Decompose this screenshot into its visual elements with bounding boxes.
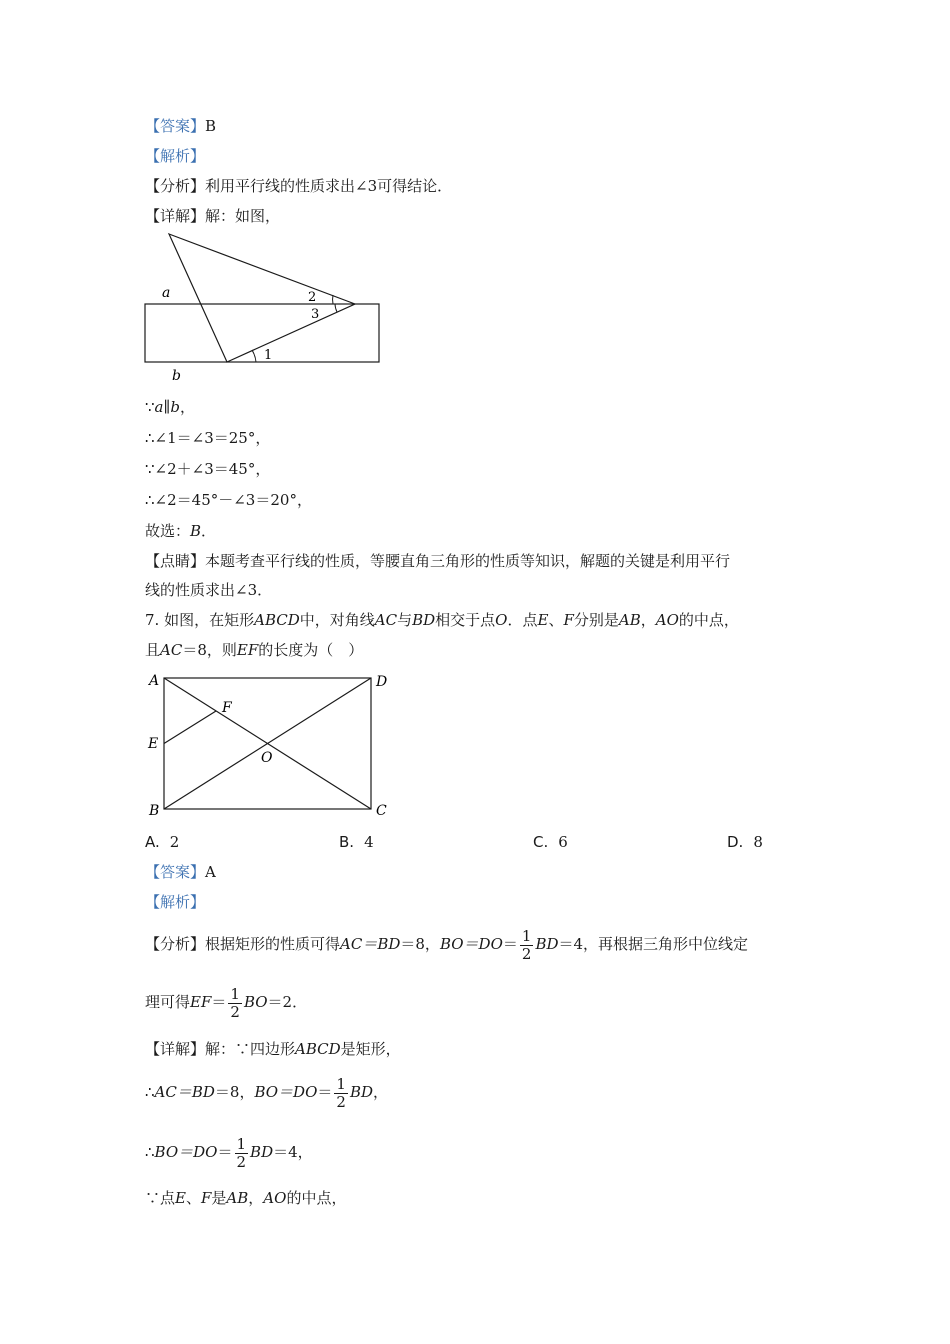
fraction-numerator: 1 — [521, 926, 532, 945]
stem-text: 、 — [548, 611, 564, 629]
option-value: 6 — [558, 833, 568, 851]
fraction-numerator: 1 — [336, 1074, 346, 1093]
q6-choose-line — [145, 521, 216, 541]
option-c[interactable] — [533, 832, 568, 852]
choose-value: B — [190, 522, 202, 540]
label-C: C — [376, 803, 387, 819]
stem-text: 相交于点 — [435, 611, 496, 629]
label-2: 2 — [308, 290, 317, 305]
fraction-half — [228, 986, 242, 1021]
q7-step2 — [145, 1132, 313, 1172]
stem-math: AB — [618, 611, 641, 629]
angle-arc-1 — [252, 350, 256, 362]
q7-answer-line — [145, 862, 216, 882]
label-F: F — [222, 700, 232, 716]
stem-math: AO — [655, 611, 679, 629]
period: ． — [201, 522, 217, 540]
step-text: 、 — [185, 1189, 201, 1207]
xiangjie-label: 【详解】 — [145, 1040, 206, 1058]
q6-dianjing-line2: 线的性质求出∠3． — [145, 581, 273, 599]
parallel-expr: a∥b — [154, 398, 181, 416]
fraction-half — [235, 1136, 249, 1171]
q6-step4: ∴∠2＝45°－∠3＝20°， — [145, 491, 312, 509]
q6-step3: ∵∠2＋∠3＝45°， — [145, 460, 271, 478]
stem-text: 如图，在矩形 — [164, 611, 255, 629]
fraction-denominator: 2 — [230, 1002, 240, 1021]
because-symbol: ∵ — [145, 398, 155, 416]
xiangjie-text: 解：如图， — [205, 207, 281, 225]
stem-text: 中，对角线 — [299, 611, 375, 629]
stem-text: ， — [640, 611, 656, 629]
fenxi-math: BD — [535, 935, 559, 953]
q6-figure — [140, 228, 390, 388]
answer-value: A — [205, 863, 216, 881]
dianjing-label: 【点睛】 — [145, 552, 206, 570]
step-text: ＝4， — [273, 1143, 313, 1161]
triangle — [169, 234, 355, 362]
step-math: AC＝BD — [154, 1083, 215, 1101]
fraction-denominator: 2 — [236, 1152, 247, 1171]
fraction-denominator: 2 — [336, 1092, 346, 1111]
parallel-band — [145, 304, 379, 362]
step-math: E — [175, 1189, 186, 1207]
q6-step2: ∴∠1＝∠3＝25°， — [145, 429, 271, 447]
equals: ＝ — [502, 935, 518, 953]
stem-text: 与 — [397, 611, 413, 629]
step-math: BO＝DO — [154, 1143, 218, 1161]
stem-text: 分别是 — [573, 611, 619, 629]
equals: ＝ — [317, 1083, 333, 1101]
stem-math: AC — [160, 641, 183, 659]
stem-math: ABCD — [254, 611, 300, 629]
stem-text: 的中点， — [678, 611, 739, 629]
analysis-label: 【解析】 — [145, 893, 206, 911]
step-text: 是 — [211, 1189, 227, 1207]
stem-math: EF — [236, 641, 259, 659]
fenxi-text: ＝8， — [400, 935, 440, 953]
xiangjie-label: 【详解】 — [145, 207, 206, 225]
angle-arc-3 — [335, 304, 337, 312]
label-3: 3 — [311, 307, 320, 322]
option-letter: D. — [727, 833, 744, 851]
question-number: 7. — [145, 611, 160, 629]
fenxi-text: ＝2． — [267, 993, 308, 1011]
q7-step1 — [145, 1072, 388, 1112]
q7-step3 — [145, 1188, 346, 1208]
step-math: AB — [226, 1189, 249, 1207]
label-B: B — [149, 803, 160, 819]
label-O: O — [261, 750, 273, 766]
step-math: BO＝DO — [254, 1083, 318, 1101]
stem-text: 且 — [145, 641, 161, 659]
option-d[interactable] — [727, 832, 763, 852]
fraction-numerator: 1 — [230, 984, 240, 1003]
fraction-half — [334, 1076, 348, 1111]
fenxi-label: 【分析】 — [145, 935, 206, 953]
analysis-label: 【解析】 — [145, 147, 206, 165]
stem-text: ．点 — [507, 611, 538, 629]
dianjing-text1: 本题考查平行线的性质，等腰直角三角形的性质等知识，解题的关键是利用平行 — [205, 552, 731, 570]
label-A: A — [149, 673, 160, 689]
fenxi-math: EF — [190, 993, 212, 1011]
equals: ＝ — [217, 1143, 233, 1161]
step-math: BD — [349, 1083, 374, 1101]
q6-dianjing-line1 — [145, 551, 730, 571]
q7-xiangjie-line — [145, 1039, 401, 1059]
option-letter: C. — [533, 833, 549, 851]
q6-fenxi-line — [145, 176, 452, 196]
fenxi-math: BO＝DO — [439, 935, 503, 953]
label-D: D — [376, 674, 388, 690]
q6-analysis-line — [145, 146, 205, 166]
stem-math: BD — [412, 611, 436, 629]
label-b: b — [172, 368, 181, 384]
q7-analysis-line — [145, 892, 205, 912]
fenxi-text: 理可得 — [145, 993, 191, 1011]
stem-math: O — [495, 611, 508, 629]
q6-answer-line — [145, 116, 216, 136]
fenxi-math: AC＝BD — [340, 935, 401, 953]
fenxi-text: 根据矩形的性质可得 — [205, 935, 341, 953]
stem-math: E — [537, 611, 549, 629]
option-letter: A. — [145, 833, 160, 851]
fraction-half — [520, 928, 534, 963]
q6-xiangjie-line — [145, 206, 280, 226]
step-math: BD — [250, 1143, 274, 1161]
fraction-denominator: 2 — [521, 944, 532, 963]
q7-figure — [140, 668, 400, 822]
q7-stem-line2 — [145, 640, 363, 660]
q7-stem-line1 — [145, 610, 739, 630]
fenxi-math: BO — [243, 993, 268, 1011]
option-a[interactable] — [145, 832, 179, 852]
label-E: E — [148, 736, 159, 752]
step-text: ＝8， — [214, 1083, 255, 1101]
option-letter: B. — [339, 833, 355, 851]
step-text: ， — [248, 1189, 264, 1207]
answer-value: B — [205, 117, 217, 135]
segment-ef — [164, 711, 216, 744]
answer-label: 【答案】 — [145, 117, 206, 135]
stem-math: AC — [374, 611, 398, 629]
stem-text: 的长度为（ ） — [258, 641, 364, 659]
step-math: AO — [263, 1189, 287, 1207]
label-1: 1 — [264, 348, 273, 363]
option-value: 4 — [364, 833, 374, 851]
label-a: a — [162, 285, 171, 301]
xiangjie-text: 解：∵四边形 — [205, 1040, 296, 1058]
q7-fenxi-line2 — [145, 982, 307, 1022]
q6-step1 — [145, 397, 195, 417]
step-text: 的中点， — [286, 1189, 347, 1207]
step-math: F — [200, 1189, 212, 1207]
xiangjie-math: ABCD — [295, 1040, 341, 1058]
equals: ＝ — [211, 993, 227, 1011]
step-text: ∵点 — [145, 1189, 176, 1207]
choose-label: 故选： — [145, 522, 191, 540]
therefore-symbol: ∴ — [145, 1083, 155, 1101]
fraction-numerator: 1 — [236, 1134, 247, 1153]
option-b[interactable] — [339, 832, 374, 852]
fenxi-text: ＝4，再根据三角形中位线定 — [558, 935, 749, 953]
xiangjie-text: 是矩形， — [340, 1040, 401, 1058]
fenxi-label: 【分析】 — [145, 177, 206, 195]
fenxi-text: 利用平行线的性质求出∠3可得结论． — [205, 177, 453, 195]
stem-math: F — [563, 611, 574, 629]
therefore-symbol: ∴ — [145, 1143, 155, 1161]
option-value: 2 — [169, 833, 180, 851]
option-value: 8 — [753, 833, 763, 851]
q7-fenxi-line1 — [145, 924, 748, 964]
comma: ， — [180, 398, 196, 416]
stem-text: ＝8，则 — [182, 641, 237, 659]
step-text: ， — [373, 1083, 389, 1101]
answer-label: 【答案】 — [145, 863, 206, 881]
